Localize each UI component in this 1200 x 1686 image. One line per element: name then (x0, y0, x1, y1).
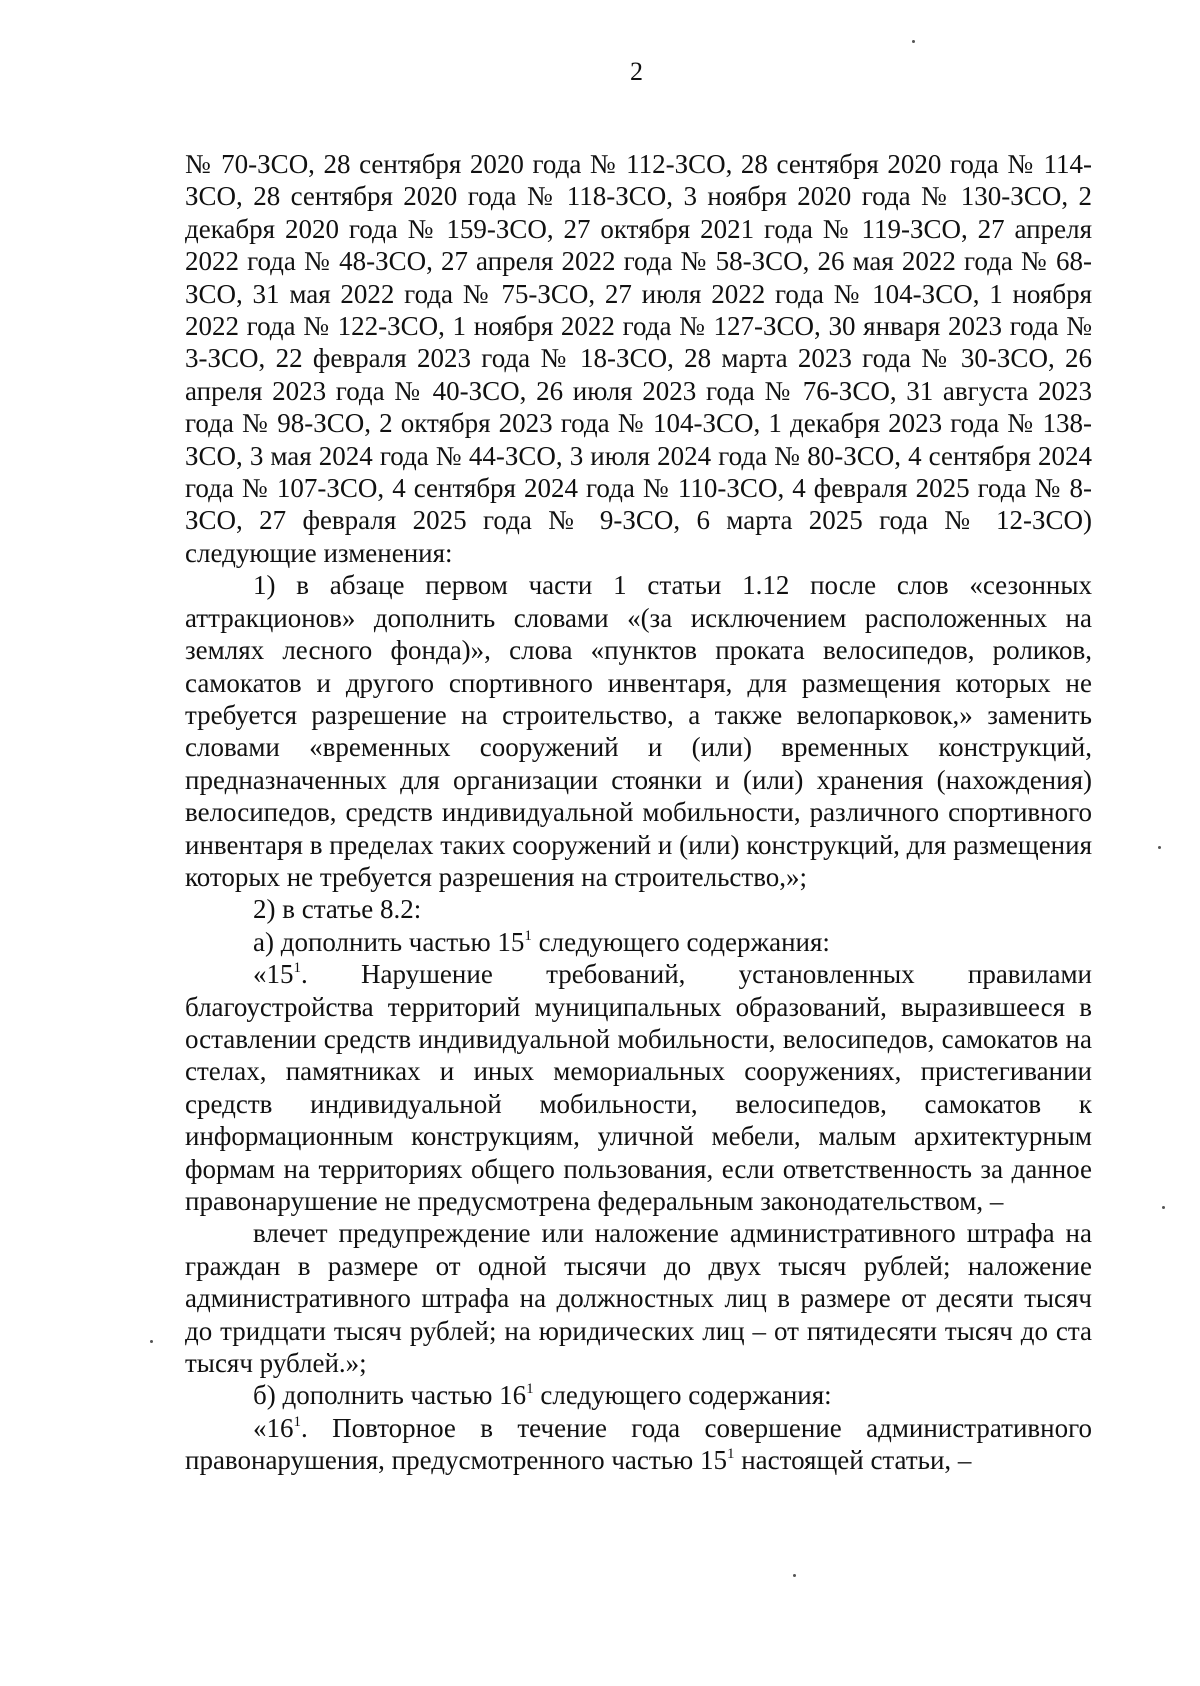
scan-speck (1158, 846, 1161, 849)
text-run: настоящей статьи, – (734, 1445, 972, 1476)
text-run: влечет предупреждение или наложение административного штрафа на граждан в размере от одной тысячи до двух тысяч рублей; наложение административного штрафа на должностных лиц в размере от десяти тысяч до тридцати тысяч рублей; на юридических лиц – от пятидесяти тысяч до ста тысяч рублей.»; (185, 1218, 1092, 1379)
part-15-1-paragraph (185, 958, 1092, 1217)
superscript-index: 1 (726, 1446, 735, 1463)
page-number: 2 (630, 57, 643, 86)
text-run: . Нарушение требований, установленных правилами благоустройства территорий муниципальных образований, выразившееся в оставлении средств индивидуальной мобильности, велосипедов, самокатов на стелах, памятниках и иных мемориальных сооружениях, пристегивании средств индивидуальной мобильности, велосипедов, самокатов к информационным конструкциям, уличной мебели, малым архитектурным формам на территориях общего пользования, если ответственность за данное правонарушение не предусмотрена федеральным законодательством, – (185, 959, 1092, 1216)
superscript-index: 1 (526, 1381, 534, 1398)
text-run: «16 (253, 1412, 294, 1443)
law-amendments-list-paragraph (185, 148, 1092, 569)
item-2-paragraph (185, 893, 1092, 925)
text-run: б) дополнить частью 16 (253, 1380, 527, 1411)
text-run: а) дополнить частью 15 (253, 926, 525, 957)
scan-speck (793, 1574, 796, 1577)
text-run: 1) в абзаце первом части 1 статьи 1.12 после слов «сезонных аттракционов» дополнить словами «(за исключением расположенных на землях лесного фонда)», слова «пунктов проката велосипедов, роликов, самокатов и другого спортивного инвентаря, для размещения которых не требуется разрешение на строительство, а также велопарковок,» заменить словами «временных сооружений и (или) временных конструкций, предназначенных для организации стоянки и (или) хранения (нахождения) велосипедов, средств индивидуальной мобильности, различного спортивного инвентаря в пределах таких сооружений и (или) конструкций, для размещения которых не требуется разрешения на строительство,»; (185, 570, 1092, 892)
text-run: № 70-ЗСО, 28 сентября 2020 года № 112-ЗСО, 28 сентября 2020 года № 114-ЗСО, 28 сентября 2020 года № 118-ЗСО, 3 ноября 2020 года № 130-ЗСО, 2 декабря 2020 года № 159-ЗСО, 27 октября 2021 года № 119-ЗСО, 27 апреля 2022 года № 48-ЗСО, 27 апреля 2022 года № 58-ЗСО, 26 мая 2022 года № 68-ЗСО, 31 мая 2022 года № 75-ЗСО, 27 июля 2022 года № 104-ЗСО, 1 ноября 2022 года № 122-ЗСО, 1 ноября 2022 года № 127-ЗСО, 30 января 2023 года № 3-ЗСО, 22 февраля 2023 года № 18-ЗСО, 28 марта 2023 года № 30-ЗСО, 26 апреля 2023 года № 40-ЗСО, 26 июля 2023 года № 76-ЗСО, 31 августа 2023 года № 98-ЗСО, 2 октября 2023 года № 104-ЗСО, 1 декабря 2023 года № 138-ЗСО, 3 мая 2024 года № 44-ЗСО, 3 июля 2024 года № 80-ЗСО, 4 сентября 2024 года № 107-ЗСО, 4 сентября 2024 года № 110-ЗСО, 4 февраля 2025 года № 8-ЗСО, 27 февраля 2025 года № 9-ЗСО, 6 марта 2025 года № 12-ЗСО) следующие изменения: (185, 149, 1092, 568)
text-run: 2) в статье 8.2: (253, 894, 422, 925)
scan-speck (912, 40, 915, 43)
superscript-index: 1 (524, 927, 532, 944)
item-1-paragraph (185, 569, 1092, 893)
scan-speck (150, 1340, 153, 1343)
scan-speck (1162, 1206, 1165, 1209)
item-2a-paragraph (185, 926, 1092, 958)
superscript-index: 1 (293, 1413, 301, 1430)
sanction-15-1-paragraph (185, 1217, 1092, 1379)
document-body (185, 148, 1092, 1477)
text-run: . Повторное в течение года совершение административного правонарушения, предусмотренного частью 15 (185, 1412, 1092, 1476)
text-run: следующего содержания: (533, 1380, 832, 1411)
part-16-1-paragraph (185, 1412, 1092, 1477)
text-run: «15 (253, 959, 294, 990)
superscript-index: 1 (293, 960, 301, 977)
item-2b-paragraph (185, 1379, 1092, 1411)
text-run: следующего содержания: (531, 926, 830, 957)
